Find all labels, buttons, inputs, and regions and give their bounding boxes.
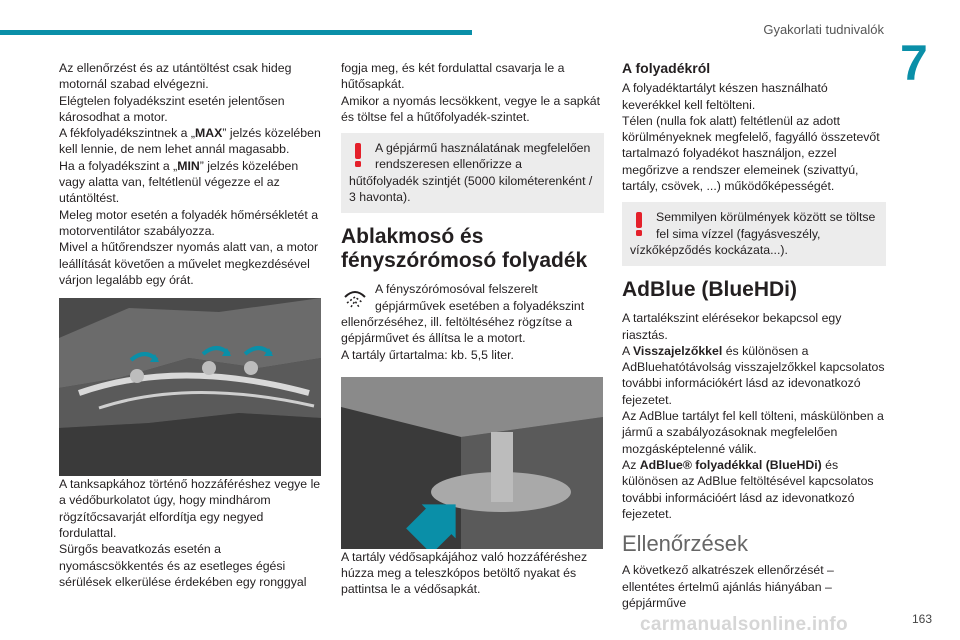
paragraph: Meleg motor esetén a folyadék hőmérsékletét a motorventilátor szabályozza. <box>59 207 319 238</box>
column-3 <box>622 60 886 611</box>
watermark: carmanualsonline.info <box>640 614 848 635</box>
photo-caption: A tanksapkához történő hozzáféréshez vegye le a védőburkolatot úgy, hogy mindhárom rögzítőcsavarját elfordítja egy negyed fordulattal. <box>59 477 321 541</box>
warning-text: A gépjármű használatának megfelelően rendszeresen ellenőrizze a hűtőfolyadék szintjét (5000 kilométerenként / 3 havonta). <box>349 141 593 205</box>
section-heading: Ablakmosó és fényszórómosó folyadék <box>341 225 588 273</box>
section-heading: AdBlue (BlueHDi) <box>622 278 797 302</box>
paragraph: A következő alkatrészek ellenőrzését – ellentétes értelmű ajánlás hiányában – gépjárműve <box>622 563 834 611</box>
capacity-text: A tartály űrtartalma: kb. 5,5 liter. <box>341 347 514 362</box>
paragraph: Elégtelen folyadékszint esetén jelentősen károsodhat a motor. <box>59 93 285 124</box>
subsection-heading: A folyadékról <box>622 60 711 76</box>
section-title: Gyakorlati tudnivalók <box>763 22 884 37</box>
column-1 <box>59 60 321 590</box>
washer-spray-icon <box>341 283 369 311</box>
column-2 <box>341 60 604 598</box>
paragraph: A folyadéktartályt készen használható keverékkel kell feltölteni. <box>622 81 828 112</box>
paragraph: Amikor a nyomás lecsökkent, vegye le a sapkát és töltse fel a hűtőfolyadék-szintet. <box>341 93 601 124</box>
paragraph: A tartalékszint elérésekor bekapcsol egy riasztás. <box>622 311 842 342</box>
paragraph: fogja meg, és két fordulattal csavarja le a hűtősapkát. <box>341 61 565 92</box>
paragraph: Sürgős beavatkozás esetén a nyomáscsökkentés és az esetleges égési sérülések elkerülése érdekében egy ronggyal <box>59 542 307 589</box>
warning-box <box>622 202 886 266</box>
washer-reservoir-illustration <box>341 377 603 549</box>
engine-bay-photo <box>59 298 321 476</box>
warning-box <box>341 133 604 213</box>
info-block <box>341 281 604 346</box>
paragraph: Az AdBlue® folyadékkal (BlueHDi) és különösen az AdBlue feltöltésével kapcsolatos további információért lásd az idevonatkozó fejezetet. <box>622 457 874 521</box>
paragraph-min: Ha a folyadékszint a „MIN” jelzés közelében vagy alatta van, feltétlenül végezze el az utántöltést. <box>59 158 299 206</box>
page-number: 163 <box>911 612 932 626</box>
warning-exclamation-icon <box>630 212 648 236</box>
paragraph: Mivel a hűtőrendszer nyomás alatt van, a motor leállítását követően a művelet megkezdésével várjon legalább egy órát. <box>59 240 319 287</box>
paragraph: Télen (nulla fok alatt) feltétlenül az adott körülményeknek megfelelő, fagyálló összetevőt tartalmazó folyadékot használjon, ezzel megőrizve a rendszer elemeinek (szivattyú, tartály, csövek, ...) működőképességét. <box>622 113 880 194</box>
paragraph: Az ellenőrzést és az utántöltést csak hideg motornál szabad elvégezni. <box>59 61 292 92</box>
warning-text: Semmilyen körülmények között se töltse fel sima vízzel (fagyásveszély, vízkőképződés kockázata...). <box>630 210 876 257</box>
warning-exclamation-icon <box>349 143 367 167</box>
washer-reservoir-photo <box>341 377 603 549</box>
paragraph-brake: A fékfolyadékszintnek a „MAX” jelzés közelében kell lennie, de nem lehet annál magasabb. <box>59 126 321 157</box>
paragraph: A Visszajelzőkkel és különösen a AdBluehatótávolság visszajelzőkkel kapcsolatos további információkért lásd az idevonatkozó fejezetet. <box>622 343 885 407</box>
section-heading-checks: Ellenőrzések <box>622 531 748 557</box>
header-accent-bar <box>0 30 472 35</box>
paragraph: Az AdBlue tartályt fel kell tölteni, máskülönben a jármű a szabályozásoknak megfelelően mozgásképtelenné válik. <box>622 409 884 456</box>
chapter-number: 7 <box>900 35 928 91</box>
info-text: A fényszórómosóval felszerelt gépjárművek esetében a folyadékszint ellenőrzéséhez, ill. feltöltéséhez rögzítse a gépjárművet és állítsa le a motort. <box>341 282 585 346</box>
engine-bay-illustration <box>59 298 321 476</box>
photo-caption: A tartály védősapkájához való hozzáféréshez húzza meg a teleszkópos betöltő nyakat és pattintsa le a védősapkát. <box>341 549 588 597</box>
